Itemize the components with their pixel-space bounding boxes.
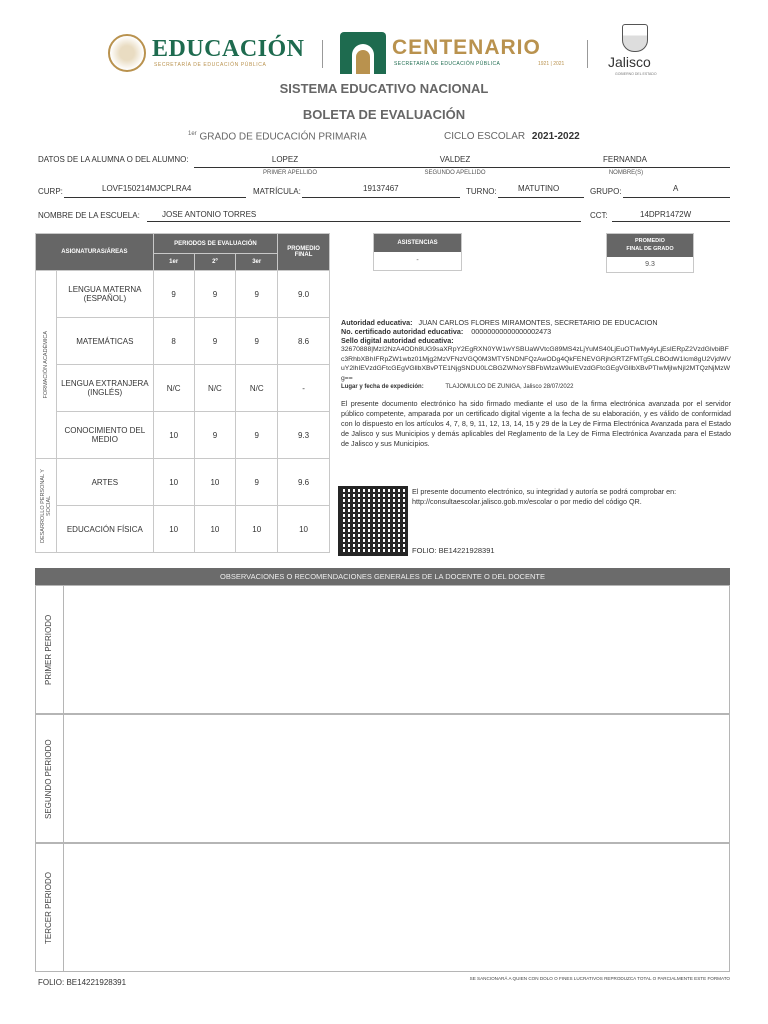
- turno-value: MATUTINO: [518, 184, 560, 193]
- grade-average: 8.6: [278, 318, 330, 365]
- observations-period-1: [35, 585, 730, 714]
- grade-p2: 9: [194, 318, 236, 365]
- cert-number-value: 00000000000000002473: [471, 327, 552, 336]
- grade-p2: 9: [194, 271, 236, 318]
- grade-p3: 9: [236, 271, 278, 318]
- grade-average: 9.0: [278, 271, 330, 318]
- observations-period-2: [35, 714, 730, 843]
- matricula-line: [302, 197, 460, 198]
- attendance-box: [373, 233, 462, 271]
- matricula-value: 19137467: [363, 184, 399, 193]
- final-average-value: 9.3: [645, 261, 655, 268]
- attendance-value: -: [416, 257, 419, 264]
- centenario-arch-icon: [340, 32, 386, 74]
- certificate-block: [341, 318, 731, 449]
- jalisco-logo-text: Jalisco: [608, 54, 651, 70]
- school-line: [147, 221, 581, 222]
- authority-value: JUAN CARLOS FLORES MIRAMONTES, SECRETARIO DE EDUCACION: [418, 318, 658, 327]
- cycle-line: [444, 131, 580, 142]
- centenario-logo-text: CENTENARIO: [392, 36, 541, 59]
- table-row: [36, 506, 330, 553]
- group-academic-label: FORMACIÓN ACADÉMICA: [42, 330, 49, 399]
- grade-average: -: [278, 365, 330, 412]
- header-logos: [100, 24, 680, 80]
- educacion-logo-text: EDUCACIÓN: [152, 36, 305, 62]
- grade-p1: 10: [153, 459, 194, 506]
- centenario-years: 1921 | 2021: [538, 61, 565, 67]
- centenario-logo-subtext: SECRETARÍA DE EDUCACIÓN PÚBLICA: [394, 61, 501, 67]
- grupo-line: [623, 197, 730, 198]
- place-label: Lugar y fecha de expedición:: [341, 384, 424, 390]
- header-divider: [322, 40, 323, 68]
- second-surname-caption: SEGUNDO APELLIDO: [424, 170, 486, 176]
- cert-number-label: No. certificado autoridad educativa:: [341, 327, 464, 336]
- title-report-card: BOLETA DE EVALUACIÓN: [302, 107, 466, 122]
- matricula-label: MATRÍCULA:: [253, 187, 301, 196]
- jalisco-logo-subtext: GOBIERNO DEL ESTADO: [615, 72, 657, 76]
- header-divider-2: [587, 40, 588, 68]
- curp-value: LOVF150214MJCPLRA4: [102, 184, 192, 193]
- subject-name: LENGUA EXTRANJERA (INGLÉS): [56, 365, 153, 412]
- final-average-header-line2: FINAL DE GRADO: [626, 246, 674, 252]
- observations-period-3-label: TERCER PERIODO: [44, 872, 53, 945]
- first-surname-caption: PRIMER APELLIDO: [262, 170, 318, 176]
- period-3-header: 3er: [236, 254, 278, 271]
- grade-ordinal: 1er: [188, 131, 197, 137]
- seal-label: Sello digital autoridad educativa:: [341, 336, 454, 345]
- group-academic-cell: [36, 271, 57, 459]
- grade-p1: 10: [153, 506, 194, 553]
- subject-name: CONOCIMIENTO DEL MEDIO: [56, 412, 153, 459]
- final-average-header-line1: PROMEDIO: [635, 238, 665, 244]
- observations-period-1-label: PRIMER PERIODO: [44, 614, 53, 686]
- cct-label: CCT:: [590, 211, 608, 220]
- seal-value: 32670888|MzI2NzA4ODh8UG9saXRpY2EgRXN0YW1wYSBUaWVtcG89MS4zLjYuMS40LjEuOTIwMy4yLjEsIERpZ2VzdGlvbiBFc3RhbXBhIFRpZW1wbz01Mjg2MzVFNzVGQ0M3MTY5NDNFQzAwODg4QkFENEVGRjhGRTZFMTg5LCBOdW1lcm8gU2VjdWVuY2lhIEVzdGFtcGEgVGllbXBvPTE1NjgSNDU0LCBGZWNoYSBFbWlzaW9uIEVzdGFtcGEgVGllbXBvPTIwMjIwNjI2MTQzNjMzWg==: [341, 346, 731, 382]
- turno-label: TURNO:: [466, 187, 497, 196]
- grade-p3: N/C: [236, 365, 278, 412]
- educacion-logo-subtext: SECRETARÍA DE EDUCACIÓN PÚBLICA: [154, 62, 267, 68]
- subject-name: MATEMÁTICAS: [56, 318, 153, 365]
- authority-line: [341, 318, 731, 327]
- cct-line: [612, 221, 730, 222]
- student-label: DATOS DE LA ALUMNA O DEL ALUMNO:: [38, 155, 189, 164]
- observations-period-2-label: SEGUNDO PERIODO: [44, 739, 53, 819]
- average-header-line2: FINAL: [294, 252, 313, 258]
- curp-label: CURP:: [38, 187, 63, 196]
- table-row: [36, 365, 330, 412]
- grade-average: 10: [278, 506, 330, 553]
- cert-number-line: [341, 327, 731, 336]
- observations-header: OBSERVACIONES O RECOMENDACIONES GENERALES DE LA DOCENTE O DEL DOCENTE: [35, 568, 730, 585]
- period-1-header: 1er: [153, 254, 194, 271]
- grupo-label: GRUPO:: [590, 187, 622, 196]
- title-system: SISTEMA EDUCATIVO NACIONAL: [279, 81, 489, 96]
- first-surname: LOPEZ: [271, 155, 299, 164]
- second-surname: VALDEZ: [439, 155, 471, 164]
- period-2-header: 2º: [194, 254, 236, 271]
- subject-name: ARTES: [56, 459, 153, 506]
- grade-average: 9.3: [278, 412, 330, 459]
- grade-line: [188, 131, 367, 142]
- certificate-folio: FOLIO: BE14221928391: [412, 546, 495, 555]
- curp-line: [64, 197, 246, 198]
- grade-p1: 9: [153, 271, 194, 318]
- grade-p3: 9: [236, 459, 278, 506]
- given-names: FERNANDA: [602, 155, 647, 164]
- legal-text: El presente documento electrónico ha sido firmado mediante el uso de la firma electrónica avanzada por el servidor público competente, amparada por un certificado digital vigente a la fecha de su elaboración, y es válido de conformidad con lo dispuesto en los artículos 4, 7, 8, 9, 11, 12, 13, 14, 15 y 29 de la Ley de Firma Electrónica Avanzada para el Estado de Jalisco y sus Municipios y demás aplicables del Reglamento de la Ley de Firma Electrónica Avanzada para el Estado de Jalisco y sus Municipios.: [341, 399, 731, 448]
- grade-p1: 10: [153, 412, 194, 459]
- cycle-value: 2021-2022: [531, 131, 580, 142]
- subjects-header: ASIGNATURAS/ÁREAS: [36, 234, 154, 271]
- grade-p2: 9: [194, 412, 236, 459]
- authority-label: Autoridad educativa:: [341, 318, 413, 327]
- observations-divider: [63, 586, 64, 713]
- observations-period-3: [35, 843, 730, 972]
- qr-code-icon: [338, 486, 408, 556]
- group-personal-label: DESARROLLO PERSONAL Y SOCIAL: [39, 468, 52, 543]
- names-caption: NOMBRE(S): [608, 170, 644, 176]
- average-header-line1: PROMEDIO: [287, 246, 320, 252]
- subject-name: EDUCACIÓN FÍSICA: [56, 506, 153, 553]
- observations-divider: [63, 715, 64, 842]
- footer-warning: SE SANCIONARÁ A QUIEN CON DOLO O FINES LUCRATIVOS REPRODUZCA TOTAL O PARCIALMENTE ESTE FORMATO: [469, 976, 730, 981]
- final-average-box: [606, 233, 694, 273]
- grades-table: [35, 233, 330, 553]
- grade-p3: 9: [236, 412, 278, 459]
- grade-text: GRADO DE EDUCACIÓN PRIMARIA: [199, 131, 367, 143]
- table-row: [36, 459, 330, 506]
- school-label: NOMBRE DE LA ESCUELA:: [38, 211, 140, 220]
- attendance-header: ASISTENCIAS: [374, 234, 461, 252]
- turno-line: [498, 197, 584, 198]
- final-average-header: [607, 234, 693, 257]
- student-name-line: [194, 167, 730, 168]
- table-row: [36, 318, 330, 365]
- grade-p3: 10: [236, 506, 278, 553]
- table-row: [36, 271, 330, 318]
- cct-value: 14DPR1472W: [640, 210, 692, 219]
- sep-eagle-seal-icon: [108, 34, 146, 72]
- grade-p3: 9: [236, 318, 278, 365]
- grade-p1: 8: [153, 318, 194, 365]
- grupo-value: A: [673, 184, 679, 193]
- grade-average: 9.6: [278, 459, 330, 506]
- school-value: JOSE ANTONIO TORRES: [162, 210, 257, 219]
- subject-name: LENGUA MATERNA (ESPAÑOL): [56, 271, 153, 318]
- place-value: TLAJOMULCO DE ZUNIGA, Jalisco 28/07/2022: [445, 384, 574, 390]
- table-row: [36, 412, 330, 459]
- cycle-label: CICLO ESCOLAR: [444, 131, 526, 142]
- grade-p1: N/C: [153, 365, 194, 412]
- grade-p2: 10: [194, 459, 236, 506]
- grade-p2: 10: [194, 506, 236, 553]
- place-line: [341, 383, 731, 392]
- verify-text: El presente documento electrónico, su integridad y autoría se podrá comprobar en: http://consultaescolar.jalisco.gob.mx/escolar o por medio del código QR.: [412, 487, 677, 506]
- grade-p2: N/C: [194, 365, 236, 412]
- periods-header: PERIODOS DE EVALUACIÓN: [153, 234, 277, 254]
- observations-divider: [63, 844, 64, 971]
- footer-folio: FOLIO: BE14221928391: [38, 978, 127, 987]
- jalisco-crest-icon: [622, 24, 648, 52]
- average-header: [278, 234, 330, 271]
- group-personal-cell: [36, 459, 57, 553]
